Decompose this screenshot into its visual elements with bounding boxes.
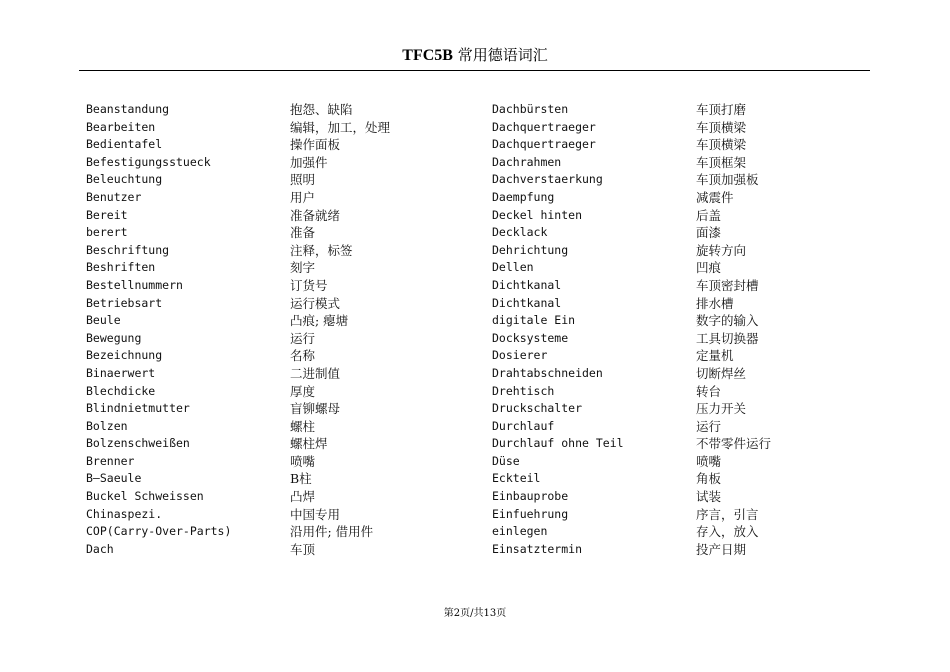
german-term: Bearbeiten	[86, 119, 156, 134]
german-term: Blindnietmutter	[86, 401, 190, 416]
german-term: Blechdicke	[86, 383, 156, 398]
german-term: Dachquertraeger	[492, 137, 596, 152]
german-term: Beschriftung	[86, 242, 170, 257]
chinese-term: 运行	[290, 330, 316, 346]
german-term: Betriebsart	[86, 295, 163, 310]
german-term: Beanstandung	[86, 102, 170, 116]
chinese-term: 排水槽	[696, 295, 734, 311]
chinese-term: 刻字	[290, 260, 316, 276]
chinese-term: 准备	[290, 225, 316, 241]
chinese-term: 订货号	[290, 277, 328, 293]
german-term: Einsatztermin	[492, 541, 583, 556]
german-term: Drehtisch	[492, 383, 555, 398]
german-term: Bolzenschweißen	[86, 436, 190, 451]
german-term: Beule	[86, 313, 121, 328]
german-term: Dellen	[492, 260, 534, 275]
chinese-term: 存入，放入	[696, 524, 759, 540]
german-term: Eckteil	[492, 471, 541, 486]
german-term: Binaerwert	[86, 365, 156, 380]
chinese-term: 旋转方向	[696, 242, 747, 258]
page-title	[0, 44, 950, 65]
page-title-text: 常用德语词汇	[452, 46, 548, 64]
chinese-term: 盲铆螺母	[290, 401, 341, 417]
german-term: Deckel hinten	[492, 207, 583, 222]
page-number: 第2页/共13页	[443, 608, 507, 619]
chinese-term: 二进制值	[290, 365, 341, 381]
german-term: Daempfung	[492, 189, 555, 204]
german-term: Dehrichtung	[492, 242, 569, 257]
german-term: Decklack	[492, 225, 548, 240]
chinese-term: 车顶加强板	[696, 172, 759, 188]
german-term: Dichtkanal	[492, 277, 562, 292]
german-term: Bolzen	[86, 418, 128, 433]
german-term: Bereit	[86, 207, 128, 222]
german-term: Dachbürsten	[492, 102, 569, 116]
chinese-term: 喷嘴	[696, 453, 722, 469]
german-term: Buckel Schweissen	[86, 489, 204, 504]
chinese-term: 车顶密封槽	[696, 277, 759, 293]
chinese-term: 车顶框架	[696, 154, 747, 170]
german-term: digitale Ein	[492, 313, 576, 328]
chinese-term: 螺柱	[290, 418, 316, 434]
left-chinese-column	[290, 101, 390, 558]
chinese-term: 车顶横梁	[696, 137, 747, 153]
german-term: Dachrahmen	[492, 154, 562, 169]
chinese-term: 压力开关	[696, 401, 747, 417]
chinese-term: 沿用件; 借用件	[290, 524, 374, 540]
chinese-term: 凹痕	[696, 260, 722, 276]
german-term: B—Saeule	[86, 471, 142, 486]
german-term: Befestigungsstueck	[86, 154, 211, 169]
chinese-term: 运行	[696, 418, 722, 434]
chinese-term: 定量机	[696, 348, 734, 364]
chinese-term: 照明	[290, 172, 316, 188]
chinese-term: 工具切换器	[696, 330, 759, 346]
chinese-term: 序言，引言	[696, 506, 759, 522]
german-term: COP(Carry-Over-Parts)	[86, 524, 232, 539]
right-german-column	[492, 101, 624, 558]
chinese-term: 投产日期	[696, 541, 747, 557]
german-term: Bestellnummern	[86, 277, 183, 292]
chinese-term: 面漆	[696, 225, 722, 241]
chinese-term: 不带零件运行	[696, 436, 772, 452]
german-term: Einfuehrung	[492, 506, 569, 521]
chinese-term: 注释，标签	[290, 242, 353, 258]
german-term: Bedientafel	[86, 137, 163, 152]
chinese-term: 后盖	[696, 207, 722, 223]
german-term: Benutzer	[86, 189, 142, 204]
german-term: Durchlauf ohne Teil	[492, 436, 624, 451]
german-term: Dachquertraeger	[492, 119, 596, 134]
german-term: Chinaspezi.	[86, 506, 163, 521]
chinese-term: 名称	[290, 348, 316, 364]
chinese-term: 转台	[696, 383, 722, 399]
right-chinese-column	[696, 101, 771, 558]
left-german-column	[86, 101, 231, 558]
chinese-term: 凸痕; 瘪塘	[290, 313, 349, 329]
german-term: Beleuchtung	[86, 172, 163, 187]
chinese-term: 中国专用	[290, 506, 341, 522]
german-term: Dichtkanal	[492, 295, 562, 310]
page-title-code: TFC5B	[402, 47, 453, 64]
chinese-term: 喷嘴	[290, 453, 316, 469]
german-term: Docksysteme	[492, 330, 569, 345]
chinese-term: 切断焊丝	[696, 365, 747, 381]
chinese-term: 用户	[290, 189, 316, 205]
german-term: Einbauprobe	[492, 489, 569, 504]
german-term: einlegen	[492, 524, 548, 539]
chinese-term: 编辑，加工，处理	[290, 119, 391, 135]
german-term: Dosierer	[492, 348, 548, 363]
chinese-term: 减震件	[696, 189, 734, 205]
german-term: Beshriften	[86, 260, 156, 275]
chinese-term: 操作面板	[290, 137, 341, 153]
german-term: Bewegung	[86, 330, 142, 345]
chinese-term: 试装	[696, 489, 722, 505]
chinese-term: 厚度	[290, 383, 316, 399]
chinese-term: 数字的输入	[696, 313, 759, 329]
german-term: Brenner	[86, 453, 135, 468]
chinese-term: 抱怨、缺陷	[290, 102, 353, 117]
chinese-term: 角板	[696, 471, 722, 487]
german-term: Dach	[86, 541, 114, 556]
chinese-term: 凸焊	[290, 489, 316, 505]
chinese-term: 螺柱焊	[290, 436, 328, 452]
chinese-term: 车顶横梁	[696, 119, 747, 135]
chinese-term: B柱	[290, 471, 312, 487]
chinese-term: 车顶打磨	[696, 102, 747, 117]
chinese-term: 车顶	[290, 541, 316, 557]
chinese-term: 准备就绪	[290, 207, 341, 223]
german-term: Düse	[492, 453, 520, 468]
title-underline	[79, 70, 870, 71]
german-term: Dachverstaerkung	[492, 172, 603, 187]
german-term: Durchlauf	[492, 418, 555, 433]
german-term: Bezeichnung	[86, 348, 163, 363]
german-term: berert	[86, 225, 128, 240]
chinese-term: 加强件	[290, 154, 328, 170]
chinese-term: 运行模式	[290, 295, 341, 311]
german-term: Drahtabschneiden	[492, 365, 603, 380]
german-term: Druckschalter	[492, 401, 583, 416]
